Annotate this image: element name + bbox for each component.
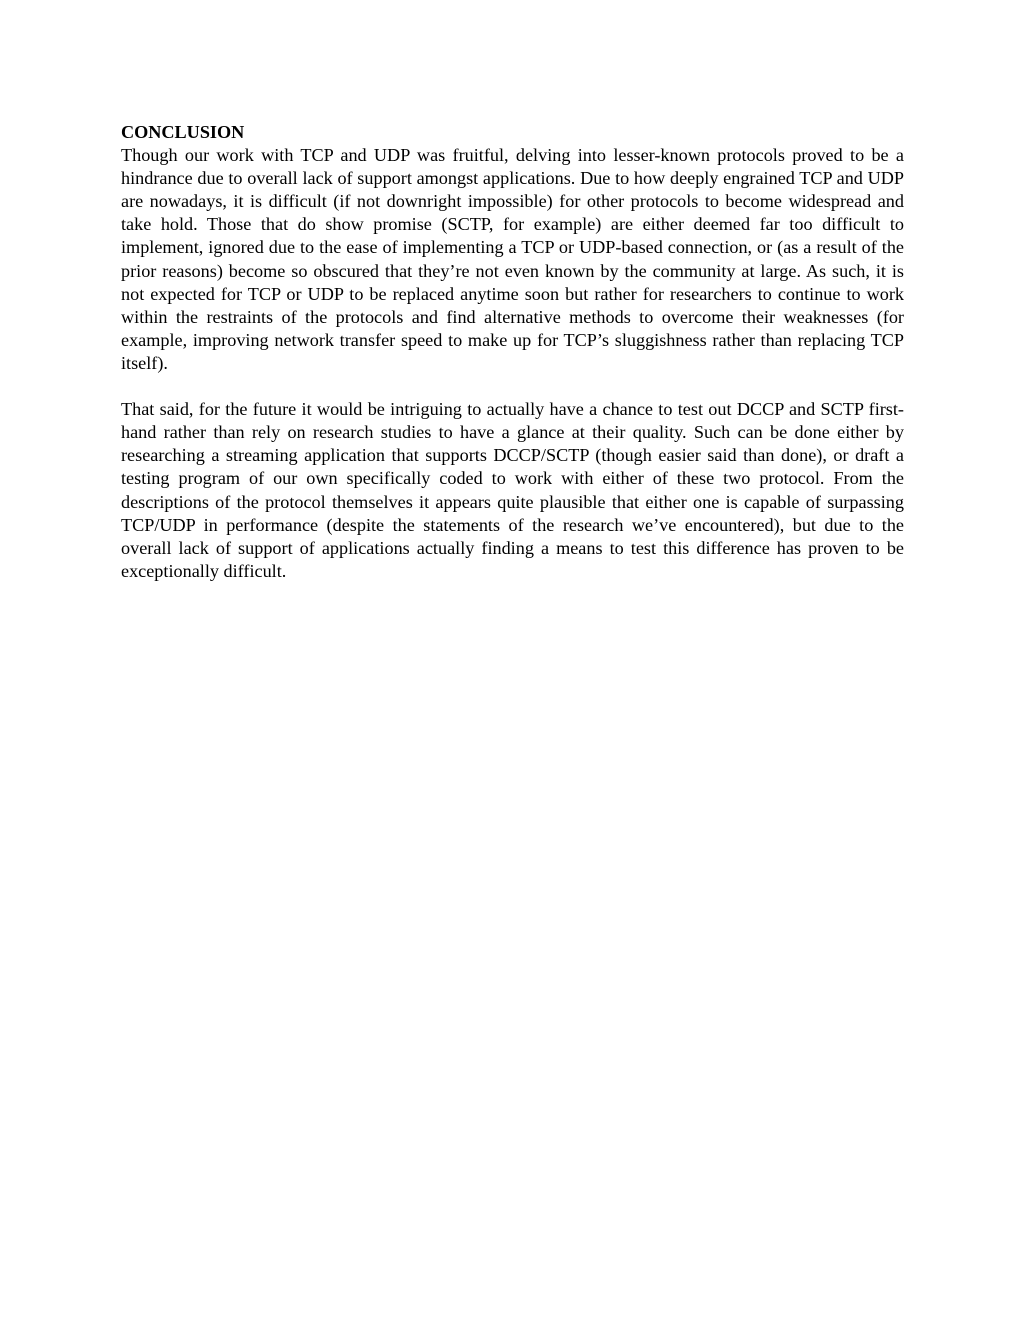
paragraph-spacer [121, 375, 904, 398]
document-body [121, 121, 904, 583]
paragraph-1: Though our work with TCP and UDP was fruitful, delving into lesser-known protocols proved to be a hindrance due to overall lack of support amongst applications. Due to how deeply engrained TCP and UDP are nowadays, it is difficult (if not downright impossible) for other protocols to become widespread and take hold. Those that do show promise (SCTP, for example) are either deemed far too difficult to implement, ignored due to the ease of implementing a TCP or UDP-based connection, or (as a result of the prior reasons) become so obscured that they’re not even known by the community at large. As such, it is not expected for TCP or UDP to be replaced anytime soon but rather for researchers to continue to work within the restraints of the protocols and find alternative methods to overcome their weaknesses (for example, improving network transfer speed to make up for TCP’s sluggishness rather than replacing TCP itself). [121, 145, 904, 373]
paragraph-2: That said, for the future it would be intriguing to actually have a chance to test out DCCP and SCTP first-hand rather than rely on research studies to have a glance at their quality. Such can be done either by researching a streaming application that supports DCCP/SCTP (though easier said than done), or draft a testing program of our own specifically coded to work with either of these two protocol. From the descriptions of the protocol themselves it appears quite plausible that either one is capable of surpassing TCP/UDP in performance (despite the statements of the research we’ve encountered), but due to the overall lack of support of applications actually finding a means to test this difference has proven to be exceptionally difficult. [121, 399, 904, 581]
section-heading: CONCLUSION [121, 122, 245, 142]
